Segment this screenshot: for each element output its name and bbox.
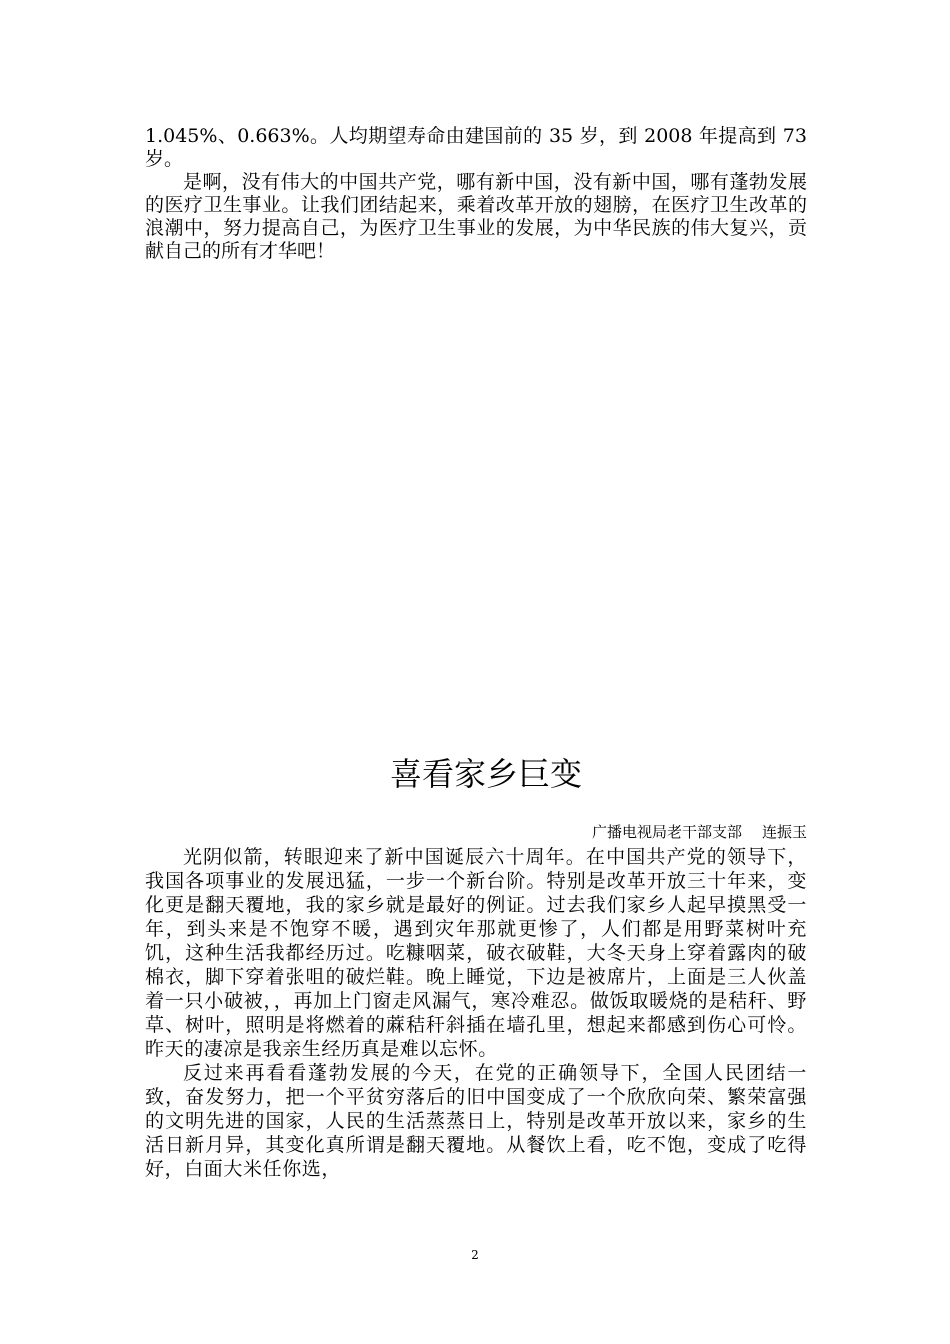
paragraph-past-hardship: 光阴似箭，转眼迎来了新中国诞辰六十周年。在中国共产党的领导下，我国各项事业的发展迅猛，一步一个新台阶。特别是改革开放三十年来，变化更是翻天覆地，我的家乡就是最好的例证。过去我们家乡人起早摸黑受一年，到头来是不饱穿不暖，遇到灾年那就更惨了，人们都是用野菜树叶充饥，这种生活我都经历过。吃糠咽菜，破衣破鞋，大冬天身上穿着露肉的破棉衣，脚下穿着张咀的破烂鞋。晚上睡觉，下边是被席片，上面是三人伙盖着一只小破被，，再加上门窗走风漏气，寒冷难忍。做饭取暖烧的是秸秆、野草、树叶，照明是将燃着的蔴秸秆斜插在墙孔里，想起来都感到伤心可怜。昨天的凄凉是我亲生经历真是难以忘怀。 xyxy=(145,846,807,1060)
paragraph-life-expectancy: 1.045%、0.663%。人均期望寿命由建国前的 35 岁，到 2008 年提高到 73 岁。 xyxy=(145,125,807,170)
byline-author: 连振玉 xyxy=(761,823,807,841)
paragraph-closing-appeal: 是啊，没有伟大的中国共产党，哪有新中国，没有新中国，哪有蓬勃发展的医疗卫生事业。让我们团结起来，乘着改革开放的翅膀，在医疗卫生改革的浪潮中，努力提高自己，为医疗卫生事业的发展，为中华民族的伟大复兴，贡献自己的所有才华吧！ xyxy=(145,171,807,262)
page-number: 2 xyxy=(471,1248,479,1262)
previous-article-ending xyxy=(145,125,807,263)
article-byline xyxy=(145,822,807,842)
article-body xyxy=(145,845,807,1181)
paragraph-present-development: 反过来再看看蓬勃发展的今天，在党的正确领导下，全国人民团结一致，奋发努力，把一个平贫穷落后的旧中国变成了一个欣欣向荣、繁荣富强的文明先进的国家，人民的生活蒸蒸日上，特别是改革开放以来，家乡的生活日新月异，其变化真所谓是翻天覆地。从餐饮上看，吃不饱，变成了吃得好，白面大米任你选， xyxy=(145,1062,807,1180)
byline-organization: 广播电视局老干部支部 xyxy=(591,823,742,841)
article-title: 喜看家乡巨变 xyxy=(389,755,582,793)
